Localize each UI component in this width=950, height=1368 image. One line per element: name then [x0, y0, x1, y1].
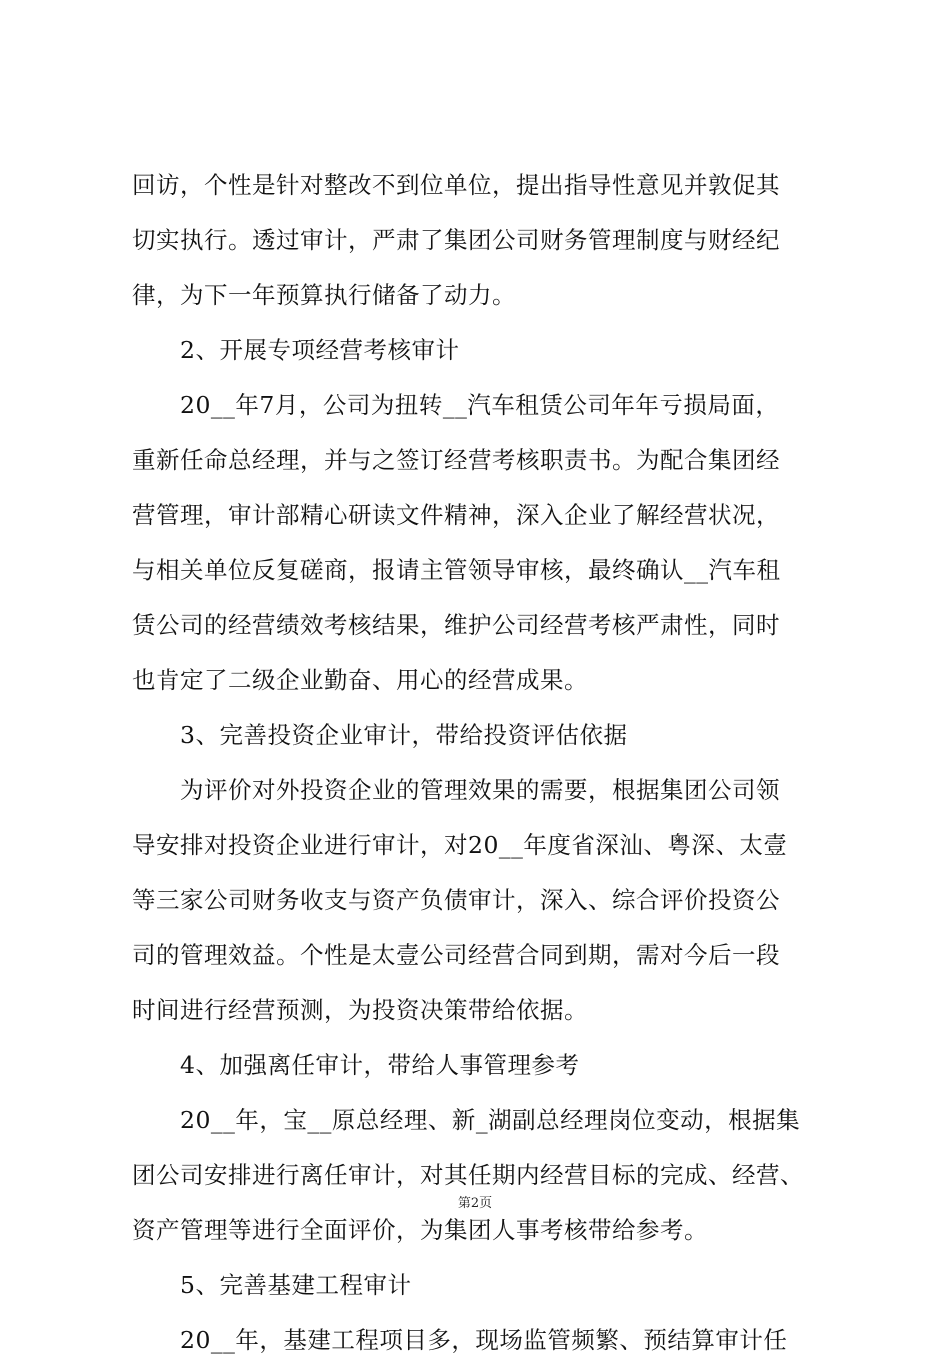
document-body	[132, 158, 832, 1368]
text-line: 等三家公司财务收支与资产负债审计，深入、综合评价投资公	[132, 886, 780, 914]
page-number: 第2页	[457, 1196, 493, 1211]
text-line: 导安排对投资企业进行审计，对20__年度省深汕、粤深、太壹	[132, 831, 788, 859]
text-line: 与相关单位反复磋商，报请主管领导审核，最终确认__汽车租	[132, 556, 781, 584]
text-line: 时间进行经营预测，为投资决策带给依据。	[132, 996, 588, 1024]
text-line: 营管理，审计部精心研读文件精神，深入企业了解经营状况，	[132, 501, 780, 529]
text-line: 重新任命总经理，并与之签订经营考核职责书。为配合集团经	[132, 446, 780, 474]
text-line: 20__年，宝__原总经理、新_湖副总经理岗位变动，根据集	[132, 1106, 801, 1134]
text-line: 切实执行。透过审计，严肃了集团公司财务管理制度与财经纪	[132, 226, 780, 254]
text-line: 回访，个性是针对整改不到位单位，提出指导性意见并敦促其	[132, 171, 780, 199]
text-line: 赁公司的经营绩效考核结果，维护公司经营考核严肃性，同时	[132, 611, 780, 639]
text-line: 团公司安排进行离任审计，对其任期内经营目标的完成、经营、	[132, 1161, 804, 1189]
text-line: 资产管理等进行全面评价，为集团人事考核带给参考。	[132, 1216, 708, 1244]
text-line: 司的管理效益。个性是太壹公司经营合同到期，需对今后一段	[132, 941, 780, 969]
text-line: 也肯定了二级企业勤奋、用心的经营成果。	[132, 666, 588, 694]
text-line: 20__年，基建工程项目多，现场监管频繁、预结算审计任	[132, 1326, 788, 1354]
section-heading: 4、加强离任审计，带给人事管理参考	[132, 1051, 580, 1079]
section-heading: 2、开展专项经营考核审计	[132, 336, 460, 364]
section-heading: 3、完善投资企业审计，带给投资评估依据	[132, 721, 628, 749]
text-line: 律，为下一年预算执行储备了动力。	[132, 281, 516, 309]
section-heading: 5、完善基建工程审计	[132, 1271, 412, 1299]
text-line: 为评价对外投资企业的管理效果的需要，根据集团公司领	[132, 776, 780, 804]
text-line: 20__年7月，公司为扭转__汽车租赁公司年年亏损局面，	[132, 391, 780, 419]
